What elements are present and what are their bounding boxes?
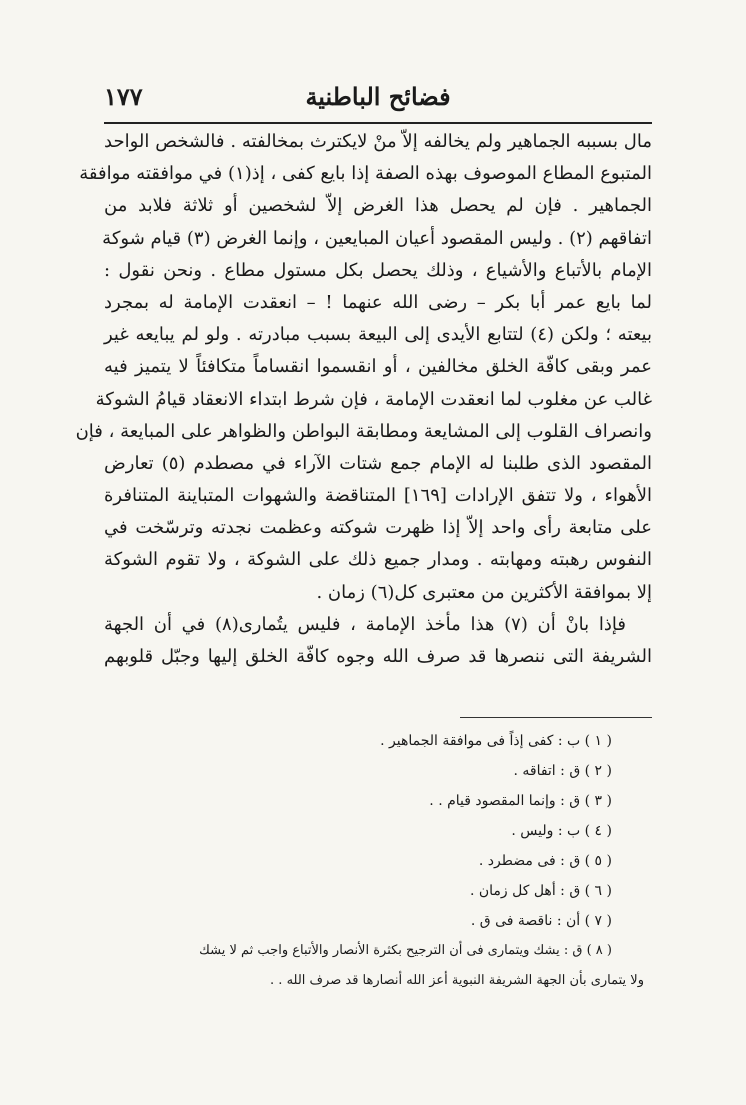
footnote: ( ٢ ) ق : اتفاقه . <box>513 763 612 779</box>
running-title: فضائح الباطنية <box>305 82 451 111</box>
body-line: فإذا بانْ أن (٧) هذا مأخذ الإمامة ، فليس يتُمارى(٨) في أن الجهة <box>104 613 626 635</box>
body-line: النفوس رهبته ومهابته . ومدار جميع ذلك على الشوكة ، ولا تقوم الشوكة <box>104 549 652 571</box>
footnote: ( ٤ ) ب : وليس . <box>511 823 612 839</box>
body-line: الإمام بالأتباع والأشياع ، وذلك يحصل بكل مستول مطاع . ونحن نقول : <box>104 259 652 281</box>
body-line: لما بايع عمر أبا بكر – رضى الله عنهما ! – انعقدت الإمامة له بمجرد <box>104 291 652 313</box>
body-line: غالب عن مغلوب لما انعقدت الإمامة ، فإن شرط ابتداء الانعقاد قيامُ الشوكة <box>95 388 652 410</box>
footnotes <box>100 726 652 996</box>
body-line: المقصود الذى طلبنا له الإمام جمع شتات الآراء في مصطدم (٥) تعارض <box>104 452 652 474</box>
body-line: مال بسببه الجماهير ولم يخالفه إلاّ منْ لايكترث بمخالفته . فالشخص الواحد <box>104 131 652 152</box>
running-header <box>104 80 652 120</box>
body-line: الجماهير . فإن لم يحصل هذا الغرض إلاّ لشخصين أو ثلاثة فلابد من <box>104 195 652 217</box>
footnote-continuation: ولا يتمارى بأن الجهة الشريفة النبوية أعز الله أنصارها قد صرف الله . . <box>270 973 644 988</box>
body-line: وانصراف القلوب إلى المشايعة ومطابقة البواطن والظواهر على المبايعة ، فإن <box>75 420 652 442</box>
body-line: المتبوع المطاع الموصوف بهذه الصفة إذا بايع كفى ، إذ(١) في موافقته موافقة <box>79 163 652 185</box>
body-text <box>75 126 653 673</box>
footnote: ( ٦ ) ق : أهل كل زمان . <box>469 883 612 899</box>
footnote: ( ٨ ) ق : يشك ويتمارى فى أن الترجيح بكثرة الأنصار والأتباع واجب ثم لا يشك <box>199 943 612 958</box>
header-rule <box>104 122 652 124</box>
body-line: اتفاقهم (٢) . وليس المقصود أعيان المبايعين ، وإنما الغرض (٣) قيام شوكة <box>102 227 652 249</box>
footnote: ( ٥ ) ق : فى مضطرد . <box>478 853 612 869</box>
body-line: عمر وبقى كافّة الخلق مخالفين ، أو انقسموا انقساماً متكافئاً لا يتميز فيه <box>104 356 652 378</box>
body-line: على متابعة رأى واحد إلاّ إذا ظهرت شوكته وعظمت نجدته وترسّخت في <box>104 517 652 539</box>
page-number: ١٧٧ <box>104 82 143 111</box>
footnote: ( ٣ ) ق : وإنما المقصود قيام . . <box>429 793 612 809</box>
body-line: بيعته ؛ ولكن (٤) لتتابع الأيدى إلى البيعة بسبب مبادرته . ولو لم يبايعه غير <box>104 324 652 346</box>
body-line: الأهواء ، ولا تتفق الإرادات [١٦٩] المتناقضة والشهوات المتباينة المتنافرة <box>104 485 653 507</box>
footnote: ( ٧ ) أن : ناقصة فى ق . <box>470 913 612 929</box>
body-line: الشريفة التى ننصرها قد صرف الله وجوه كافّة الخلق إليها وجبّل قلوبهم <box>104 646 652 667</box>
footnote: ( ١ ) ب : كفى إذاً فى موافقة الجماهير . <box>380 733 612 749</box>
footnote-rule <box>460 717 652 718</box>
body-line: إلا بموافقة الأكثرين من معتبرى كل(٦) زمان . <box>316 581 652 603</box>
